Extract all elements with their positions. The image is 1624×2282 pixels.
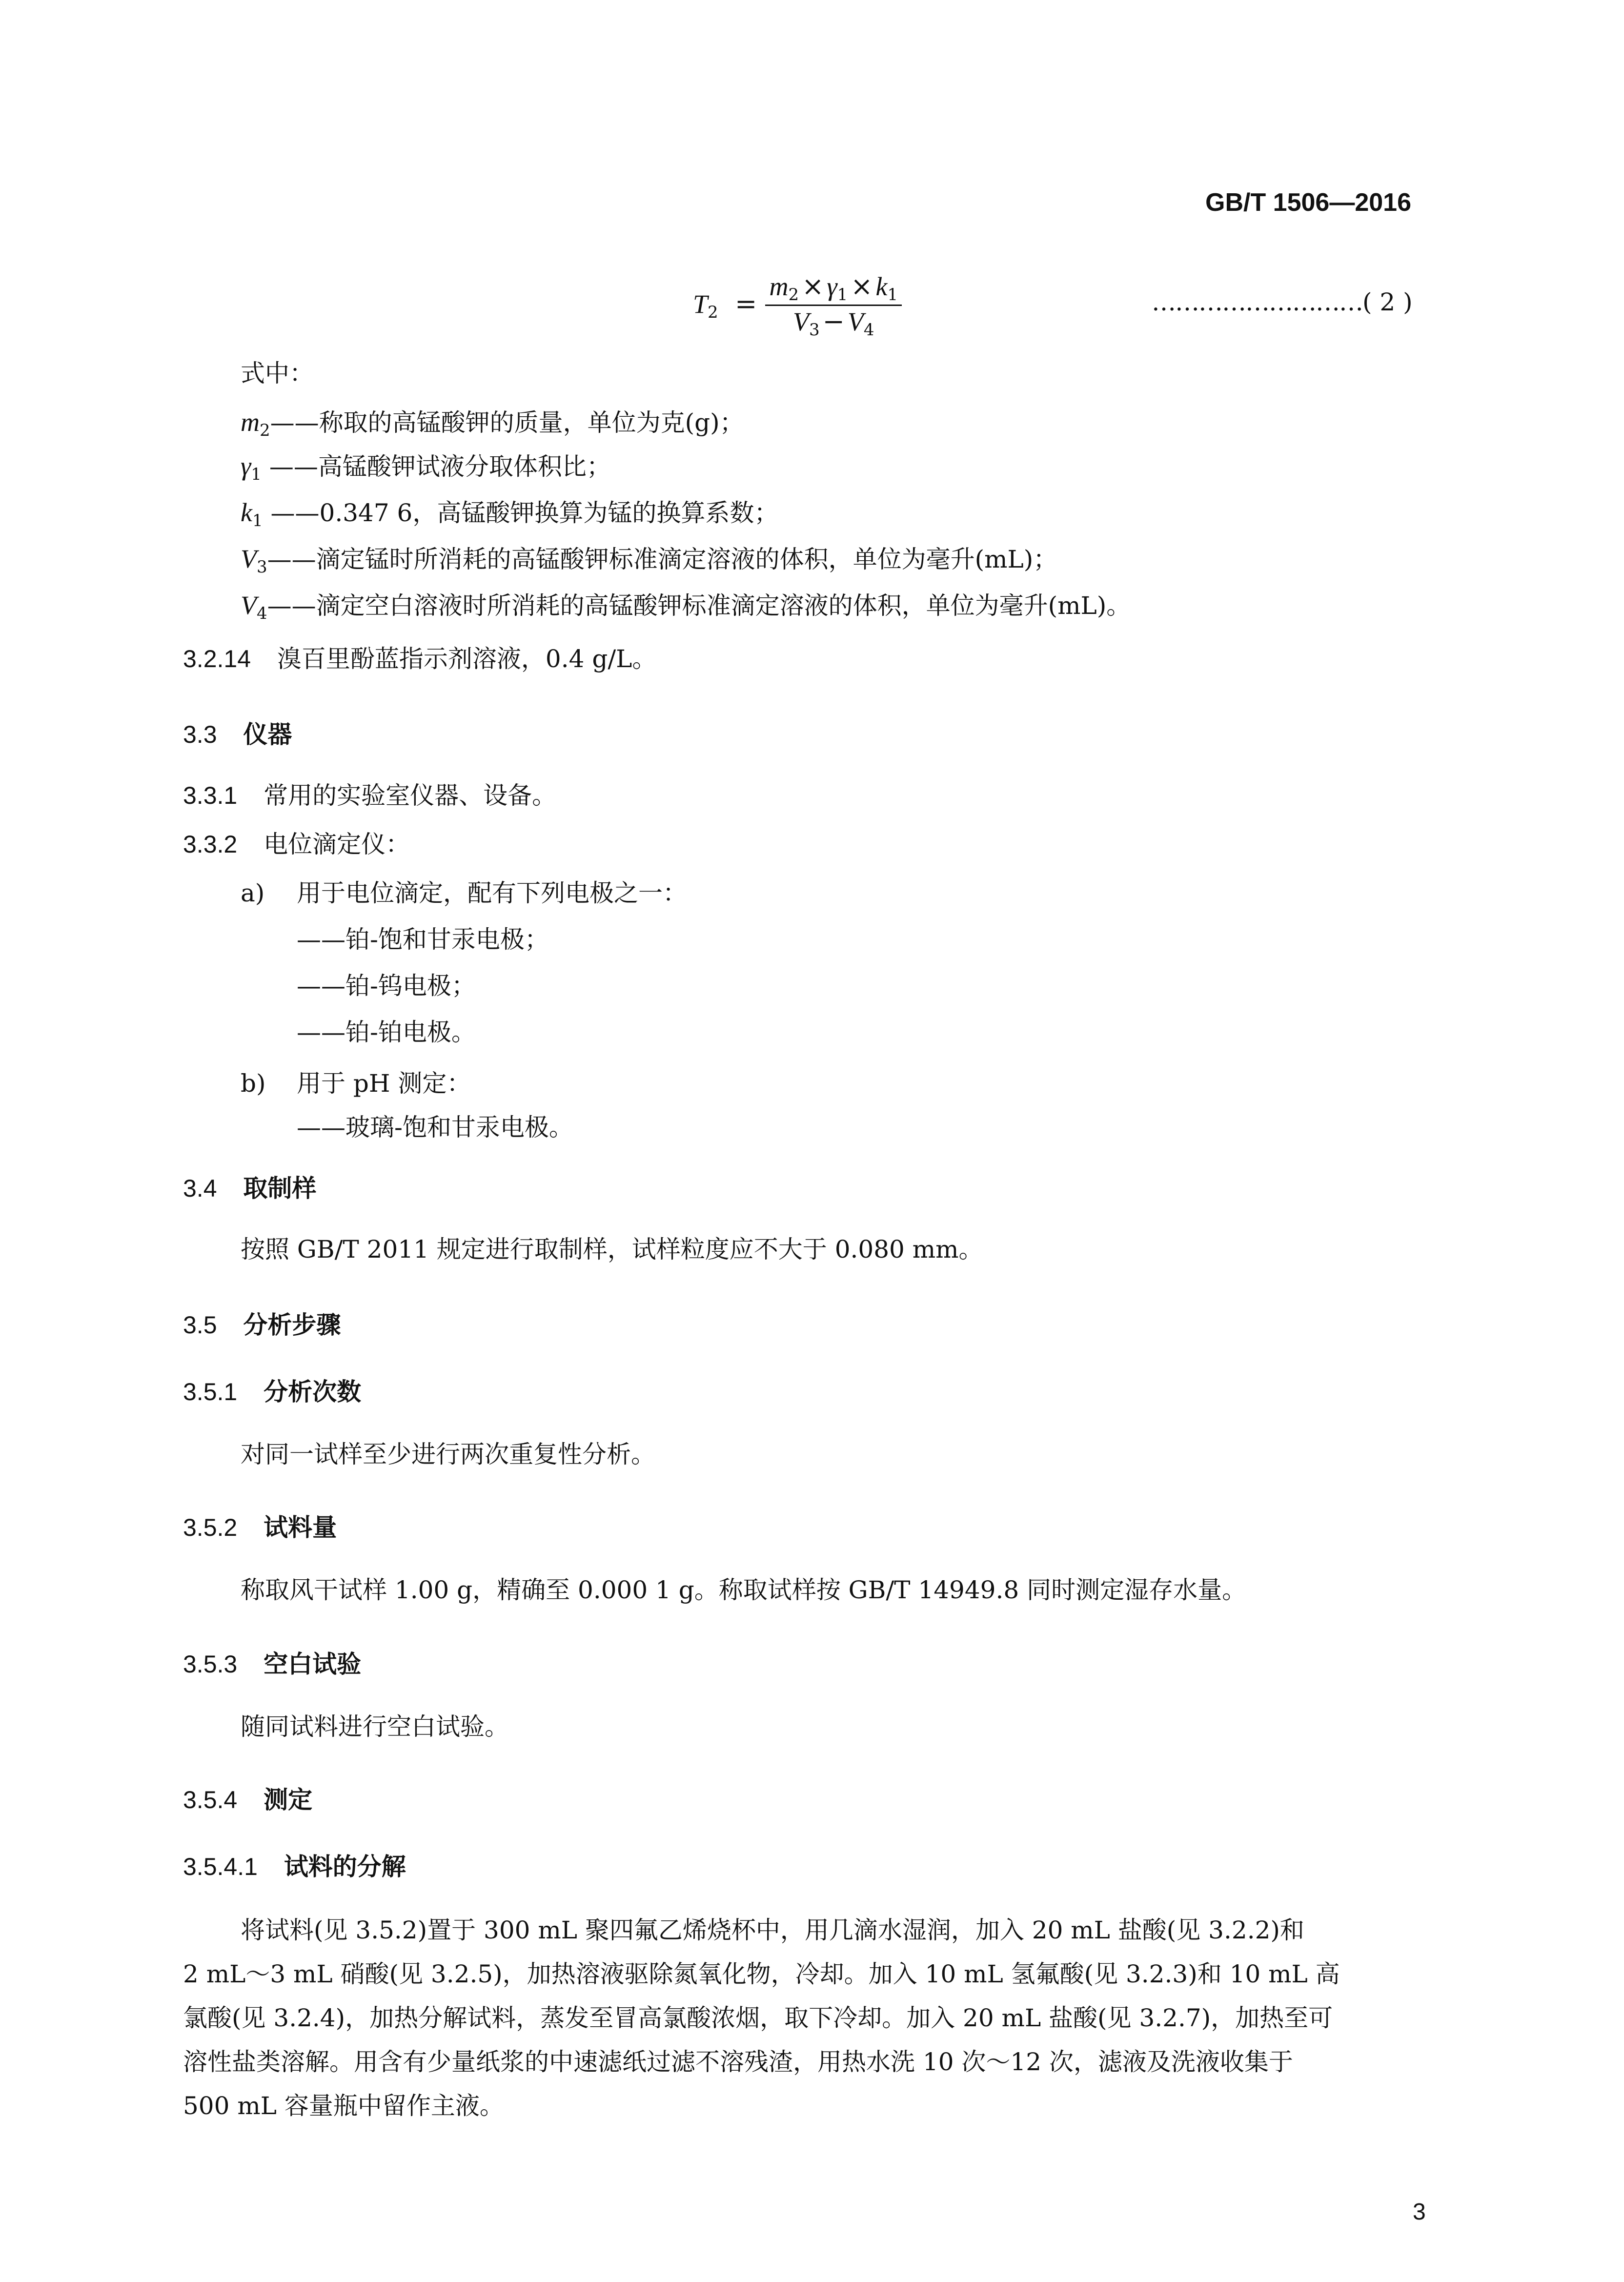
formula-lhs: $T_2$ = [693, 288, 757, 322]
formula-symbol: V [847, 307, 864, 336]
formula-subscript: 1 [887, 285, 898, 305]
formula-2 [693, 271, 902, 340]
variable-symbol: V [241, 591, 257, 620]
section-title: 取制样 [243, 1174, 317, 1202]
formula-subscript: 1 [837, 285, 848, 305]
variable-symbol: m [241, 408, 260, 437]
formula-operator: − [822, 306, 845, 337]
where-item [241, 408, 744, 445]
paragraph-line: 2 mL～3 mL 硝酸(见 3.2.5)，加热溶液驱除氮氧化物，冷却。加入 10 mL 氢氟酸(见 3.2.3)和 10 mL 高 [183, 1960, 1340, 1988]
clause-text: 溴百里酚蓝指示剂溶液，0.4 g/L。 [277, 645, 657, 673]
section-number: 3.5.1 [183, 1378, 238, 1406]
section-3-5-3 [183, 1645, 361, 1680]
electrode-item: ——玻璃-饱和甘汞电极。 [297, 1113, 573, 1141]
section-title: 试料量 [264, 1513, 337, 1542]
clause-3-3-1 [183, 781, 556, 810]
clause-number: 3.3.2 [183, 831, 238, 858]
section-3-5-2 [183, 1508, 337, 1543]
variable-definition: ——称取的高锰酸钾的质量，单位为克(g)； [270, 408, 744, 437]
electrode-item: ——铂-饱和甘汞电极； [297, 925, 549, 954]
formula-number [1152, 288, 1413, 316]
clause-text: 常用的实验室仪器、设备。 [264, 781, 557, 810]
variable-subscript: 2 [260, 421, 270, 440]
list-text: 用于 pH 测定： [297, 1069, 471, 1098]
section-title: 测定 [264, 1786, 313, 1814]
formula-symbol: k [875, 272, 888, 301]
paragraph-line: 氯酸(见 3.2.4)，加热分解试料，蒸发至冒高氯酸浓烟，取下冷却。加入 20 mL 盐酸(见 3.2.7)，加热至可 [183, 2004, 1333, 2032]
section-number: 3.5.3 [183, 1650, 238, 1678]
where-item [241, 498, 778, 535]
paragraph-line: 500 mL 容量瓶中留作主液。 [183, 2092, 504, 2120]
where-item [241, 591, 1131, 628]
paragraph-line: 将试料(见 3.5.2)置于 300 mL 聚四氟乙烯烧杯中，用几滴水湿润，加入 20 mL 盐酸(见 3.2.2)和 [241, 1916, 1304, 1944]
formula-denominator [765, 306, 902, 340]
section-3-5-4 [183, 1780, 312, 1815]
formula-numerator [765, 271, 902, 306]
clause-number: 3.2.14 [183, 645, 251, 672]
section-3-5-1 [183, 1372, 361, 1407]
variable-definition: ——0.347 6，高锰酸钾换算为锰的换算系数； [263, 499, 779, 527]
list-item-a [241, 878, 687, 908]
section-3-4-text: 按照 GB/T 2011 规定进行取制样，试样粒度应不大于 0.080 mm。 [241, 1235, 983, 1263]
section-3-3 [183, 715, 292, 750]
clause-number: 3.3.1 [183, 782, 238, 809]
variable-definition: ——滴定锰时所消耗的高锰酸钾标准滴定溶液的体积，单位为毫升(mL)； [267, 545, 1058, 573]
section-title: 分析次数 [264, 1378, 362, 1406]
formula-subscript: 2 [788, 285, 799, 305]
clause-3-2-14 [183, 644, 656, 673]
variable-symbol: V [241, 544, 257, 573]
formula-fraction [765, 271, 902, 340]
electrode-item: ——铂-铂电极。 [297, 1018, 476, 1046]
section-number: 3.5.4.1 [183, 1853, 258, 1880]
formula-operator: × [802, 271, 824, 302]
where-item [241, 451, 611, 489]
list-text: 用于电位滴定，配有下列电极之一： [297, 879, 687, 907]
where-item [241, 544, 1057, 582]
variable-subscript: 3 [257, 557, 267, 577]
variable-symbol: k [241, 498, 252, 527]
section-title: 空白试验 [264, 1650, 362, 1678]
section-title: 试料的分解 [284, 1853, 406, 1881]
variable-definition: ——滴定空白溶液时所消耗的高锰酸钾标准滴定溶液的体积，单位为毫升(mL)。 [267, 591, 1131, 620]
page-number: 3 [1413, 2199, 1426, 2225]
section-number: 3.5.2 [183, 1514, 238, 1541]
variable-symbol: γ [241, 451, 251, 481]
section-3-5-4-1 [183, 1847, 406, 1882]
variable-definition: ——高锰酸钾试液分取体积比； [261, 452, 611, 481]
section-number: 3.3 [183, 721, 217, 748]
formula-number-label: ( 2 ) [1362, 288, 1413, 316]
electrode-item: ——铂-钨电极； [297, 972, 476, 1000]
where-title: 式中： [241, 359, 314, 387]
section-3-5-2-text: 称取风干试样 1.00 g，精确至 0.000 1 g。称取试样按 GB/T 14949.8 同时测定湿存水量。 [241, 1576, 1247, 1604]
section-number: 3.5.4 [183, 1786, 238, 1813]
paragraph-line: 溶性盐类溶解。用含有少量纸浆的中速滤纸过滤不溶残渣，用热水洗 10 次～12 次，滤液及洗液收集于 [183, 2048, 1293, 2076]
list-label: b) [241, 1069, 266, 1098]
standard-code: GB/T 1506—2016 [1205, 188, 1412, 217]
list-item-b [241, 1069, 471, 1098]
section-3-5-1-text: 对同一试样至少进行两次重复性分析。 [241, 1440, 655, 1468]
section-number: 3.5 [183, 1311, 217, 1339]
section-3-4 [183, 1169, 316, 1204]
clause-text: 电位滴定仪： [264, 830, 410, 858]
variable-subscript: 1 [251, 465, 262, 484]
variable-subscript: 1 [252, 511, 263, 530]
variable-subscript: 4 [257, 604, 267, 623]
section-title: 分析步骤 [243, 1311, 341, 1339]
formula-symbol: m [769, 272, 789, 301]
formula-symbol: γ [827, 272, 837, 301]
section-number: 3.4 [183, 1175, 217, 1202]
formula-operator: × [851, 271, 873, 302]
section-3-5 [183, 1305, 341, 1341]
section-title: 仪器 [243, 720, 292, 749]
section-3-5-3-text: 随同试料进行空白试验。 [241, 1712, 509, 1741]
formula-symbol: V [793, 307, 810, 336]
clause-3-3-2 [183, 830, 410, 859]
formula-subscript: 4 [863, 320, 874, 340]
list-label: a) [241, 879, 265, 907]
formula-subscript: 3 [809, 320, 820, 340]
formula-leader: ……………………… [1152, 288, 1362, 316]
